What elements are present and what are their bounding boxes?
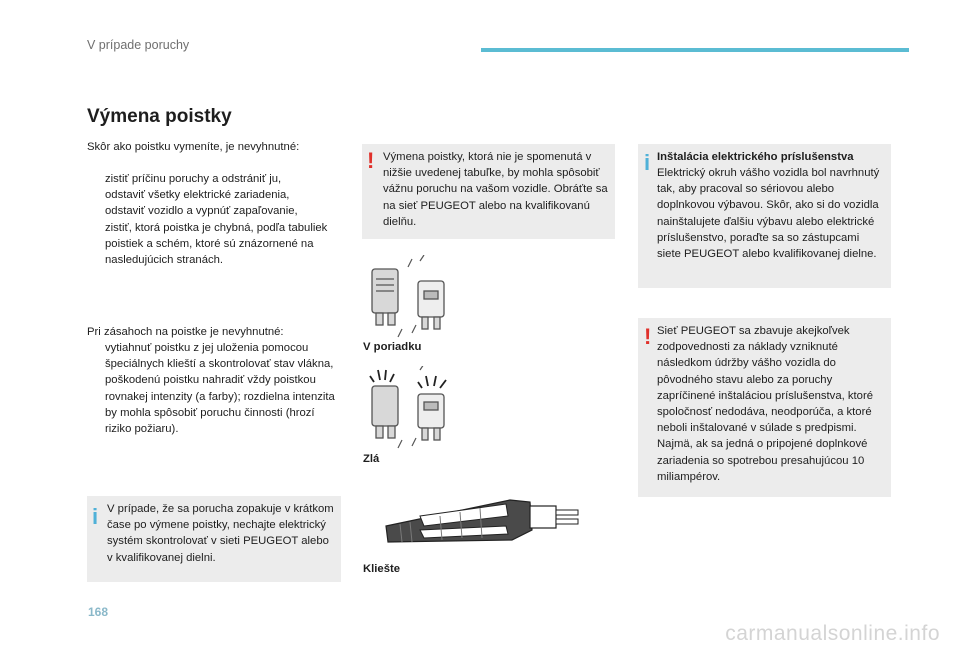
info-box-text: V prípade, že sa porucha zopakuje v krátkom čase po výmene poistky, nechajte elektrický systém skontrolovať v sieti PEUGEOT alebo v kvalifikovanej dielni. [107,503,334,564]
list-item: zistiť, ktorá poistka je chybná, podľa tabuliek poistiek a schém, ktoré sú znázornené na nasledujúcich stranách. [105,221,328,267]
list-item: zistiť príčinu poruchy a odstrániť ju, [105,173,282,185]
caption-bad: Zlá [363,453,380,465]
info-box-left [87,496,341,582]
info-icon: i [92,504,99,529]
list-item: odstaviť všetky elektrické zariadenia, [105,189,290,202]
page-heading: Výmena poistky [87,106,232,127]
fuse-ok-illustration [360,255,460,340]
warning-icon: ! [367,148,375,173]
watermark: carmanualsonline.info [725,622,940,645]
pliers-illustration [380,486,590,558]
header-accent-bar [481,48,909,52]
list-item: odstaviť vozidlo a vypnúť zapaľovanie, [105,205,298,218]
intro2-text: Pri zásahoch na poistke je nevyhnutné: [87,326,284,338]
list-item: poškodenú poistku nahradiť vždy poistkou rovnakej intenzity (a farby); rozdielna intenzita by mohla spôsobiť poruchu činnosti (hrozí riziko požiaru). [105,374,335,436]
caption-ok: V poriadku [363,341,422,353]
info-box-title: Inštalácia elektrického príslušenstva [657,151,854,163]
warning-box-text: Sieť PEUGEOT sa zbavuje akejkoľvek zodpovednosti za náklady vzniknuté následkom údržby vášho vozidla do pôvodného stavu alebo za poruchy zapríčinené inštaláciou príslušenstva, ktoré spoločnosť nedodáva, neodporúča, a ktoré neboli inštalované v súlade s predpismi. Najmä, ak sa jedná o pripojené doplnkové zariadenia so spotrebou presahujúcou 10 miliampérov. [657,325,874,483]
warning-box-middle [362,144,615,239]
intro-text: Skôr ako poistku vymeníte, je nevyhnutné: [87,141,300,153]
info-icon: i [644,150,651,175]
warning-box-text: Výmena poistky, ktorá nie je spomenutá v nižšie uvedenej tabuľke, by mohla spôsobiť vážnu poruchu na vašom vozidle. Obráťte sa na sieť PEUGEOT alebo na kvalifikovanú dielňu. [383,151,608,228]
info-box-right [638,144,891,288]
section-title: V prípade poruchy [87,38,190,52]
fuse-bad-illustration [360,366,460,451]
steps-list [87,171,342,268]
warning-box-right [638,318,891,497]
info-box-body: Elektrický okruh vášho vozidla bol navrhnutý tak, aby pracoval so sériovou alebo doplnkovou výbavou. Skôr, ako si do vozidla nainštalujete ďalšiu výbavu alebo elektrické príslušenstvo, poraďte sa so zástupcami siete PEUGEOT alebo kvalifikovanej dielne. [657,167,880,261]
steps2-list [87,340,342,437]
page-number: 168 [88,605,109,619]
warning-icon: ! [644,324,652,349]
list-item: vytiahnuť poistku z jej uloženia pomocou špeciálnych klieští a skontrolovať stav vlákna, [105,342,334,371]
caption-tool: Kliešte [363,563,401,575]
